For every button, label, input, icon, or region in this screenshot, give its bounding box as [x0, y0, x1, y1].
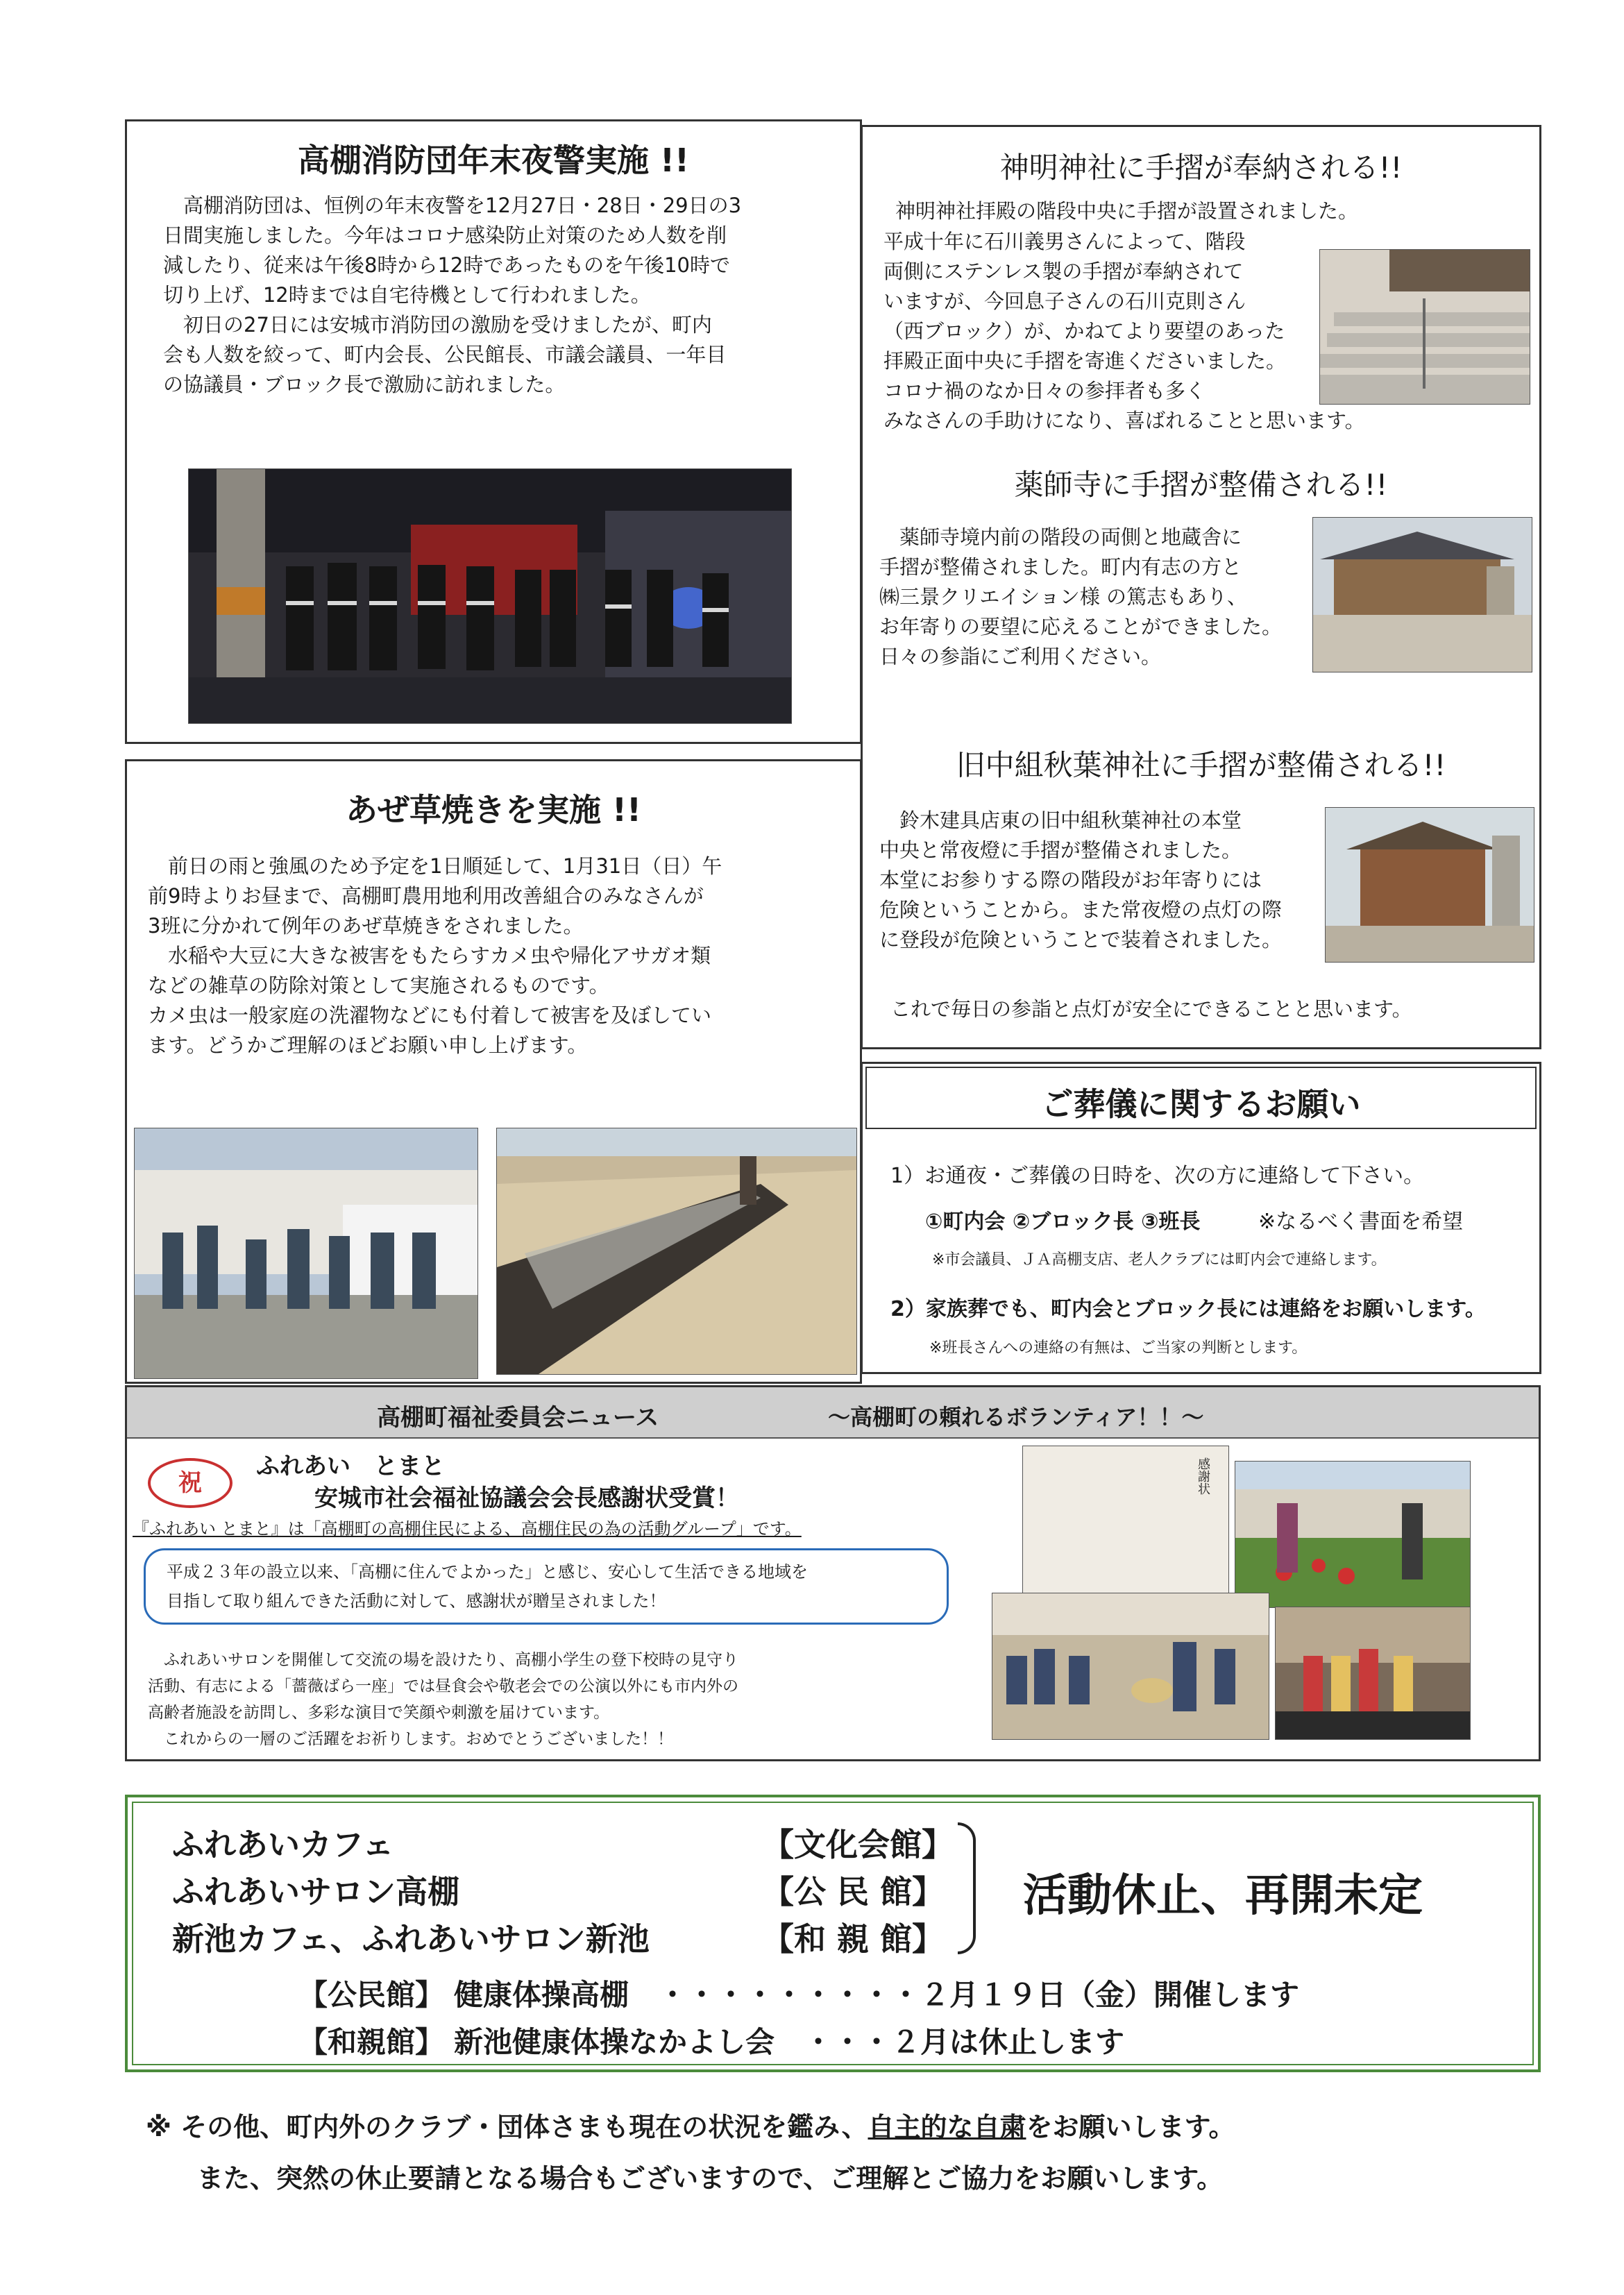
shinmei-body: 平成十年に石川義男さんによって、階段 両側にステンレス製の手摺が奉納されて いますが、今回息子さんの石川克則さん （西ブロック）が、かねてより要望のあった 拝殿正面中央に手摺を寄進くださいました。 コロナ禍のなか日々の参拝者も多く みなさんの手助けになり、喜ばれることと思います。: [883, 230, 1365, 432]
welfare-bubble: [144, 1548, 949, 1625]
footer-line1: [146, 2106, 1235, 2144]
funeral-contacts: ①町内会 ②ブロック長 ③班長: [925, 1210, 1201, 1234]
event-row-1-venue: 【文化会館】: [762, 1826, 954, 1863]
welfare-header: 高棚町福祉委員会ニュース: [377, 1404, 659, 1432]
event-line4-venue: 【公民館】: [298, 1978, 445, 2012]
welfare-photo-garden: [1235, 1461, 1471, 1608]
funeral-box: [861, 1062, 1541, 1374]
welfare-intro: 『ふれあい とまと』は「高棚町の高棚住民による、高棚住民の為の活動グループ」です。: [133, 1519, 802, 1539]
funeral-title-wrap: [865, 1067, 1537, 1129]
akiba-photo: [1325, 807, 1534, 963]
akiba-closing: これで毎日の参詣と点灯が安全にできることと思います。: [890, 997, 1412, 1021]
yakushi-body: 薬師寺境内前の階段の両側と地蔵舎に 手摺が整備されました。町内有志の方と ㈱三景クリエイション様 の篤志もあり、 お年寄りの要望に応えることができました。 日々の参詣にご利用ください。: [879, 525, 1283, 668]
events-brace: [958, 1822, 976, 1954]
funeral-item2: 2）家族葬でも、町内会とブロック長には連絡をお願いします。: [890, 1297, 1486, 1321]
footer-line1-b: 自主的な自粛: [868, 2112, 1026, 2142]
welfare-body: ふれあいサロンを開催して交流の場を設けたり、高棚小学生の登下校時の見守り 活動、有志による「薔薇ばら一座」では昼食会や敬老会での公演以外にも市内外の 高齢者施設を訪問し、多彩な演目で笑顔や刺激を届けています。 これからの一層のご活躍をお祈りします。おめでとうございました！！: [148, 1651, 738, 1748]
aze-body: 前日の雨と強風のため予定を1日順延して、1月31日（日）午 前9時よりお昼まで、高棚町農用地利用改善組合のみなさんが 3班に分かれて例年のあぜ草焼きをされました。 水稲や大豆に大きな被害をもたらすカメ虫や帰化アサガオ類 などの雑草の防除対策として実施されるものです。 カメ虫は一般家庭の洗濯物などにも付着して被害を及ぼしてい ます。どうかご理解のほどお願い申し上げます。: [148, 854, 722, 1057]
welfare-header-bar: [127, 1387, 1539, 1439]
akiba-body: 鈴木建具店東の旧中組秋葉神社の本堂 中央と常夜燈に手摺が整備されました。 本堂にお参りする際の階段がお年寄りには 危険ということから。また常夜燈の点灯の際 に登段が危険ということで装着されました。: [879, 808, 1283, 951]
yakushi-photo: [1312, 517, 1532, 672]
certificate-photo: [1022, 1446, 1229, 1594]
event-row-1-name: ふれあいカフェ: [172, 1826, 394, 1863]
event-row-3-venue: 【和 親 館】: [762, 1920, 945, 1958]
footer-line1-c: をお願いします。: [1026, 2112, 1235, 2142]
funeral-note1: ※市会議員、ＪＡ高棚支店、老人クラブには町内会で連絡します。: [932, 1251, 1387, 1269]
funeral-contacts-note: ※なるべく書面を希望: [1258, 1210, 1464, 1234]
event-row-2-name: ふれあいサロン高棚: [172, 1873, 459, 1911]
funeral-item1: 1）お通夜・ご葬儀の日時を、次の方に連絡して下さい。: [890, 1164, 1425, 1188]
welfare-header-sub: ～高棚町の頼れるボランティア！！～: [828, 1404, 1204, 1430]
fire-article: [125, 119, 862, 744]
aze-article: [125, 759, 862, 1384]
shinmei-photo: [1319, 249, 1530, 405]
event-row-3-name: 新池カフェ、ふれあいサロン新池: [172, 1920, 650, 1958]
yakushi-title: 薬師寺に手摺が整備される!!: [1014, 468, 1388, 502]
aze-photo-people: [134, 1128, 478, 1379]
aze-photo-fire: [496, 1128, 857, 1375]
shinmei-line1: 神明神社拝殿の階段中央に手摺が設置されました。: [875, 199, 1359, 223]
fire-title: 高棚消防団年末夜警実施 !!: [298, 142, 689, 179]
events-status: 活動休止、再開未定: [1023, 1870, 1423, 1922]
certificate-label: 感謝状: [1196, 1457, 1210, 1495]
welfare-section: [125, 1385, 1541, 1761]
fire-photo: [188, 468, 792, 724]
welfare-photo-salon: [992, 1593, 1269, 1740]
funeral-title: ご葬儀に関するお願い: [1041, 1085, 1361, 1123]
shinmei-title: 神明神社に手摺が奉納される!!: [999, 151, 1403, 185]
welfare-bubble-text: 平成２３年の設立以来、「高棚に住んでよかった」と感じ、安心して生活できる地域を 目指して取り組んできた活動に対して、感謝状が贈呈されました！: [167, 1562, 808, 1611]
welfare-photo-stage: [1275, 1607, 1471, 1740]
events-box: [125, 1795, 1541, 2072]
welfare-award: 安城市社会福祉協議会会長感謝状受賞！: [314, 1484, 739, 1512]
shrines-article: [861, 125, 1541, 1049]
footer-line2: また、突然の休止要請となる場合もございますので、ご理解とご協力をお願いします。: [197, 2163, 1224, 2194]
event-line5: 新池健康体操なかよし会 ・・・２月は休止します: [454, 2025, 1125, 2059]
footer-line1-a: ※ その他、町内外のクラブ・団体さまも現在の状況を鑑み、: [146, 2112, 868, 2142]
badge-text: 祝: [178, 1469, 202, 1497]
event-row-2-venue: 【公 民 館】: [762, 1873, 945, 1911]
funeral-note2: ※班長さんへの連絡の有無は、ご当家の判断とします。: [929, 1339, 1308, 1357]
welfare-group: ふれあい とまと: [256, 1453, 445, 1480]
fire-body: 高棚消防団は、恒例の年末夜警を12月27日・28日・29日の3 日間実施しました。今年はコロナ感染防止対策のため人数を削 減したり、従来は午後8時から12時であったものを午後10時で 切り上げ、12時までは自宅待機として行われました。 初日の27日には安城市消防団の激励を受けましたが、町内 会も人数を絞って、町内会長、公民館長、市議会議員、一年目 の協議員・ブロック長で激励に訪れました。: [163, 194, 742, 396]
event-line4: 健康体操高棚 ・・・・・・・・・２月１９日（金）開催します: [454, 1978, 1300, 2012]
akiba-title: 旧中組秋葉神社に手摺が整備される!!: [956, 748, 1446, 782]
event-line5-venue: 【和親館】: [298, 2025, 445, 2059]
celebration-badge: [148, 1458, 232, 1508]
aze-title: あぜ草焼きを実施 !!: [346, 791, 641, 829]
